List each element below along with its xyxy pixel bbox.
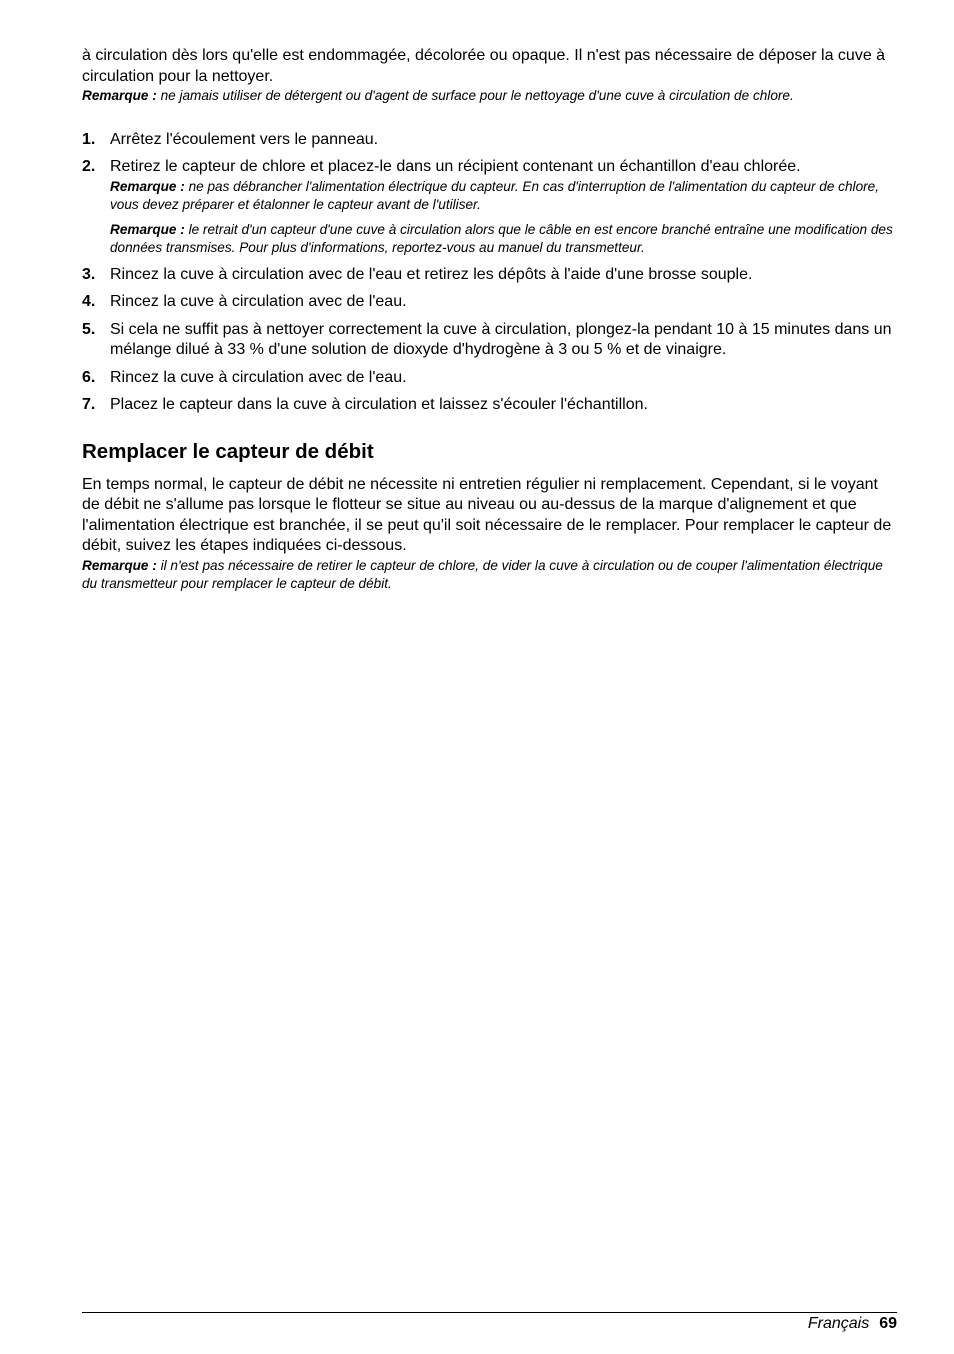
step-4 [82,292,897,313]
step-number: 5. [82,320,96,338]
note-label: Remarque : [110,178,185,194]
page-footer [82,1312,897,1334]
note-label: Remarque : [82,88,157,103]
step-2-note-2 [110,221,897,258]
step-6 [82,368,897,389]
page-content [82,46,897,594]
note-text: il n'est pas nécessaire de retirer le capteur de chlore, de vider la cuve à circulation ou de couper l'alimentation électrique du transmetteur pour remplacer le capteur de débit. [82,557,883,591]
step-number: 6. [82,368,96,386]
step-1 [82,130,897,151]
step-number: 3. [82,265,96,283]
step-5 [82,320,897,361]
step-number: 7. [82,396,96,413]
step-3 [82,265,897,286]
section-heading: Remplacer le capteur de débit [82,439,374,463]
step-text: Placez le capteur dans la cuve à circulation et laissez s'écouler l'échantillon. [110,396,648,413]
note-label: Remarque : [110,221,185,237]
step-text: Si cela ne suffit pas à nettoyer correctement la cuve à circulation, plongez-la pendant 10 à 15 minutes dans un mélange dilué à 33 % d'une solution de dioxyde d'hydrogène à 3 ou 5 % et de vinaigre. [110,320,892,358]
step-7 [82,395,897,416]
section-note [82,557,897,594]
step-number: 2. [82,158,96,175]
footer-language: Français [807,1315,870,1332]
note-text: le retrait d'un capteur d'une cuve à circulation alors que le câble en est encore branché entraîne une modification des données transmises. Pour plus d'informations, reportez-vous au manuel du transmetteur. [110,221,893,255]
note-label: Remarque : [82,557,157,573]
intro-paragraph: à circulation dès lors qu'elle est endommagée, décolorée ou opaque. Il n'est pas nécessaire de déposer la cuve à circulation pour la nettoyer. [82,47,886,85]
step-2-note-1 [110,178,897,215]
step-text: Rincez la cuve à circulation avec de l'eau. [110,368,407,386]
intro-note [82,87,897,106]
step-number: 1. [82,130,96,148]
step-text: Rincez la cuve à circulation avec de l'eau et retirez les dépôts à l'aide d'une brosse souple. [110,265,753,283]
note-text: ne jamais utiliser de détergent ou d'agent de surface pour le nettoyage d'une cuve à circulation de chlore. [156,88,794,103]
step-number: 4. [82,293,96,310]
step-text: Retirez le capteur de chlore et placez-le dans un récipient contenant un échantillon d'eau chlorée. [110,158,801,175]
note-text: ne pas débrancher l'alimentation électrique du capteur. En cas d'interruption de l'alimentation du capteur de chlore, vous devez préparer et étalonner le capteur avant de l'utiliser. [110,178,879,212]
step-text: Arrêtez l'écoulement vers le panneau. [110,130,379,148]
section-paragraph: En temps normal, le capteur de débit ne nécessite ni entretien régulier ni remplacement. Cependant, si le voyant de débit ne s'allume pas lorsque le flotteur se situe au niveau ou au-dessus de la marque d'alignement et que l'alimentation électrique est branchée, il se peut qu'il soit nécessaire de le remplacer. Pour remplacer le capteur de débit, suivez les étapes indiquées ci-dessous. [82,475,892,554]
step-text: Rincez la cuve à circulation avec de l'eau. [110,293,407,310]
page-number: 69 [879,1315,897,1332]
step-2 [82,157,897,258]
procedure-steps [82,130,897,416]
